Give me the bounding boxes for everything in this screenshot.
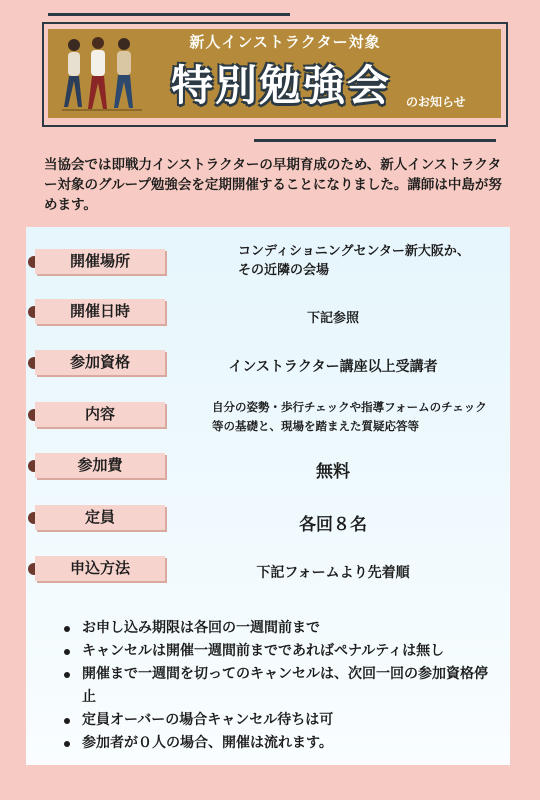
label-venue: 開催場所 <box>35 249 165 274</box>
value-content: 自分の姿勢・歩行チェックや指導フォームのチェック等の基礎と、現場を踏まえた質疑応答等 <box>212 400 487 433</box>
note-item: 参加者が０人の場合、開催は流れます。 <box>80 732 500 755</box>
value-venue: コンディショニングセンター新大阪か、その近隣の会場 <box>238 244 470 278</box>
label-capacity: 定員 <box>35 505 165 530</box>
value-fee: 無料 <box>316 462 350 482</box>
banner-notice: のお知らせ <box>406 95 466 109</box>
value-eligibility: インストラクター講座以上受講者 <box>228 359 438 375</box>
label-eligibility: 参加資格 <box>35 350 165 375</box>
note-item: お申し込み期限は各回の一週間前まで <box>80 617 500 640</box>
notes-list <box>80 617 500 755</box>
label-datetime: 開催日時 <box>35 299 165 324</box>
label-fee: 参加費 <box>35 453 165 478</box>
header-banner <box>48 29 501 118</box>
top-rule <box>48 13 290 16</box>
banner-subtitle: 新人インストラクター対象 <box>189 33 381 51</box>
note-item: キャンセルは開催一週間前までであればペナルティは無し <box>80 640 500 663</box>
label-content: 内容 <box>35 402 165 427</box>
value-capacity: 各回８名 <box>299 515 367 535</box>
value-datetime: 下記参照 <box>306 311 359 326</box>
banner-title: 特別勉強会 <box>170 61 391 110</box>
value-apply: 下記フォームより先着順 <box>256 565 410 581</box>
note-item: 定員オーバーの場合キャンセル待ちは可 <box>80 709 500 732</box>
intro-text: 当協会では即戦力インストラクターの早期育成のため、新人インストラクター対象のグループ勉強会を定期開催することになりました。講師は中島が努めます。 <box>44 157 502 213</box>
people-illustration <box>58 33 150 117</box>
label-apply: 申込方法 <box>35 556 165 581</box>
bottom-rule <box>254 139 496 142</box>
note-item: 開催まで一週間を切ってのキャンセルは、次回一回の参加資格停止 <box>80 663 500 709</box>
